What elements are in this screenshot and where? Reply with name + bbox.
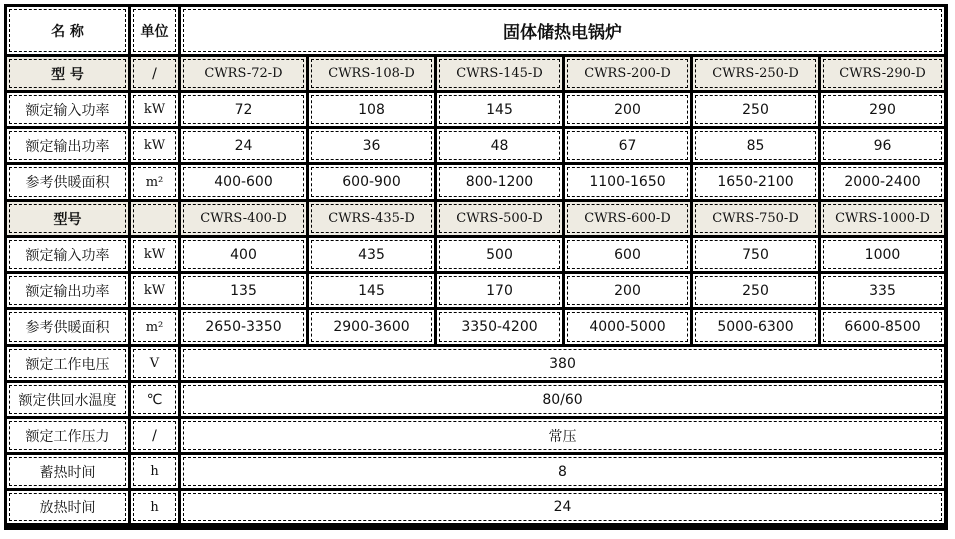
value-cell: 6600-8500 <box>821 310 944 344</box>
row-label: 蓄热时间 <box>7 455 128 488</box>
value-cell: 4000-5000 <box>565 310 690 344</box>
model-cell: CWRS-72-D <box>181 57 306 90</box>
row-unit: kW <box>131 93 178 126</box>
model-cell: CWRS-600-D <box>565 202 690 235</box>
row-unit: kW <box>131 238 178 271</box>
value-cell: 1100-1650 <box>565 165 690 199</box>
model-cell: CWRS-750-D <box>693 202 818 235</box>
value-cell: 24 <box>181 129 306 162</box>
model-label: 型 号 <box>7 57 128 90</box>
row-label: 额定输入功率 <box>7 93 128 126</box>
row-unit: m² <box>131 165 178 199</box>
row-label: 放热时间 <box>7 491 128 523</box>
row-label: 额定输入功率 <box>7 238 128 271</box>
row-unit: h <box>131 455 178 488</box>
row-label: 额定供回水温度 <box>7 383 128 416</box>
model-unit: / <box>131 57 178 90</box>
model-unit <box>131 202 178 235</box>
row-label: 额定工作压力 <box>7 419 128 452</box>
value-cell: 80/60 <box>181 383 944 416</box>
row-unit: / <box>131 419 178 452</box>
value-cell: 2000-2400 <box>821 165 944 199</box>
value-cell: 2650-3350 <box>181 310 306 344</box>
model-cell: CWRS-1000-D <box>821 202 944 235</box>
value-cell: 常压 <box>181 419 944 452</box>
value-cell: 5000-6300 <box>693 310 818 344</box>
value-cell: 135 <box>181 274 306 307</box>
model-cell: CWRS-250-D <box>693 57 818 90</box>
value-cell: 85 <box>693 129 818 162</box>
value-cell: 380 <box>181 347 944 380</box>
value-cell: 1000 <box>821 238 944 271</box>
row-label: 额定输出功率 <box>7 129 128 162</box>
value-cell: 250 <box>693 274 818 307</box>
value-cell: 145 <box>437 93 562 126</box>
model-cell: CWRS-145-D <box>437 57 562 90</box>
row-unit: ℃ <box>131 383 178 416</box>
value-cell: 96 <box>821 129 944 162</box>
model-cell: CWRS-108-D <box>309 57 434 90</box>
value-cell: 2900-3600 <box>309 310 434 344</box>
value-cell: 145 <box>309 274 434 307</box>
value-cell: 400 <box>181 238 306 271</box>
value-cell: 24 <box>181 491 944 523</box>
value-cell: 800-1200 <box>437 165 562 199</box>
value-cell: 750 <box>693 238 818 271</box>
row-label: 参考供暖面积 <box>7 165 128 199</box>
value-cell: 67 <box>565 129 690 162</box>
row-label: 额定工作电压 <box>7 347 128 380</box>
value-cell: 600-900 <box>309 165 434 199</box>
model-cell: CWRS-435-D <box>309 202 434 235</box>
spec-table <box>4 4 948 530</box>
value-cell: 200 <box>565 93 690 126</box>
value-cell: 48 <box>437 129 562 162</box>
row-label: 参考供暖面积 <box>7 310 128 344</box>
model-cell: CWRS-200-D <box>565 57 690 90</box>
row-unit: kW <box>131 129 178 162</box>
value-cell: 1650-2100 <box>693 165 818 199</box>
value-cell: 290 <box>821 93 944 126</box>
row-unit: m² <box>131 310 178 344</box>
value-cell: 72 <box>181 93 306 126</box>
value-cell: 250 <box>693 93 818 126</box>
model-label: 型号 <box>7 202 128 235</box>
row-unit: V <box>131 347 178 380</box>
value-cell: 170 <box>437 274 562 307</box>
row-unit: h <box>131 491 178 523</box>
value-cell: 3350-4200 <box>437 310 562 344</box>
row-unit: kW <box>131 274 178 307</box>
model-cell: CWRS-400-D <box>181 202 306 235</box>
value-cell: 600 <box>565 238 690 271</box>
value-cell: 108 <box>309 93 434 126</box>
value-cell: 400-600 <box>181 165 306 199</box>
row-label: 额定输出功率 <box>7 274 128 307</box>
value-cell: 435 <box>309 238 434 271</box>
model-cell: CWRS-500-D <box>437 202 562 235</box>
value-cell: 335 <box>821 274 944 307</box>
value-cell: 500 <box>437 238 562 271</box>
name-header: 名 称 <box>7 7 128 54</box>
value-cell: 200 <box>565 274 690 307</box>
value-cell: 36 <box>309 129 434 162</box>
model-cell: CWRS-290-D <box>821 57 944 90</box>
table-title: 固体储热电锅炉 <box>181 7 944 54</box>
unit-header: 单位 <box>131 7 178 54</box>
value-cell: 8 <box>181 455 944 488</box>
